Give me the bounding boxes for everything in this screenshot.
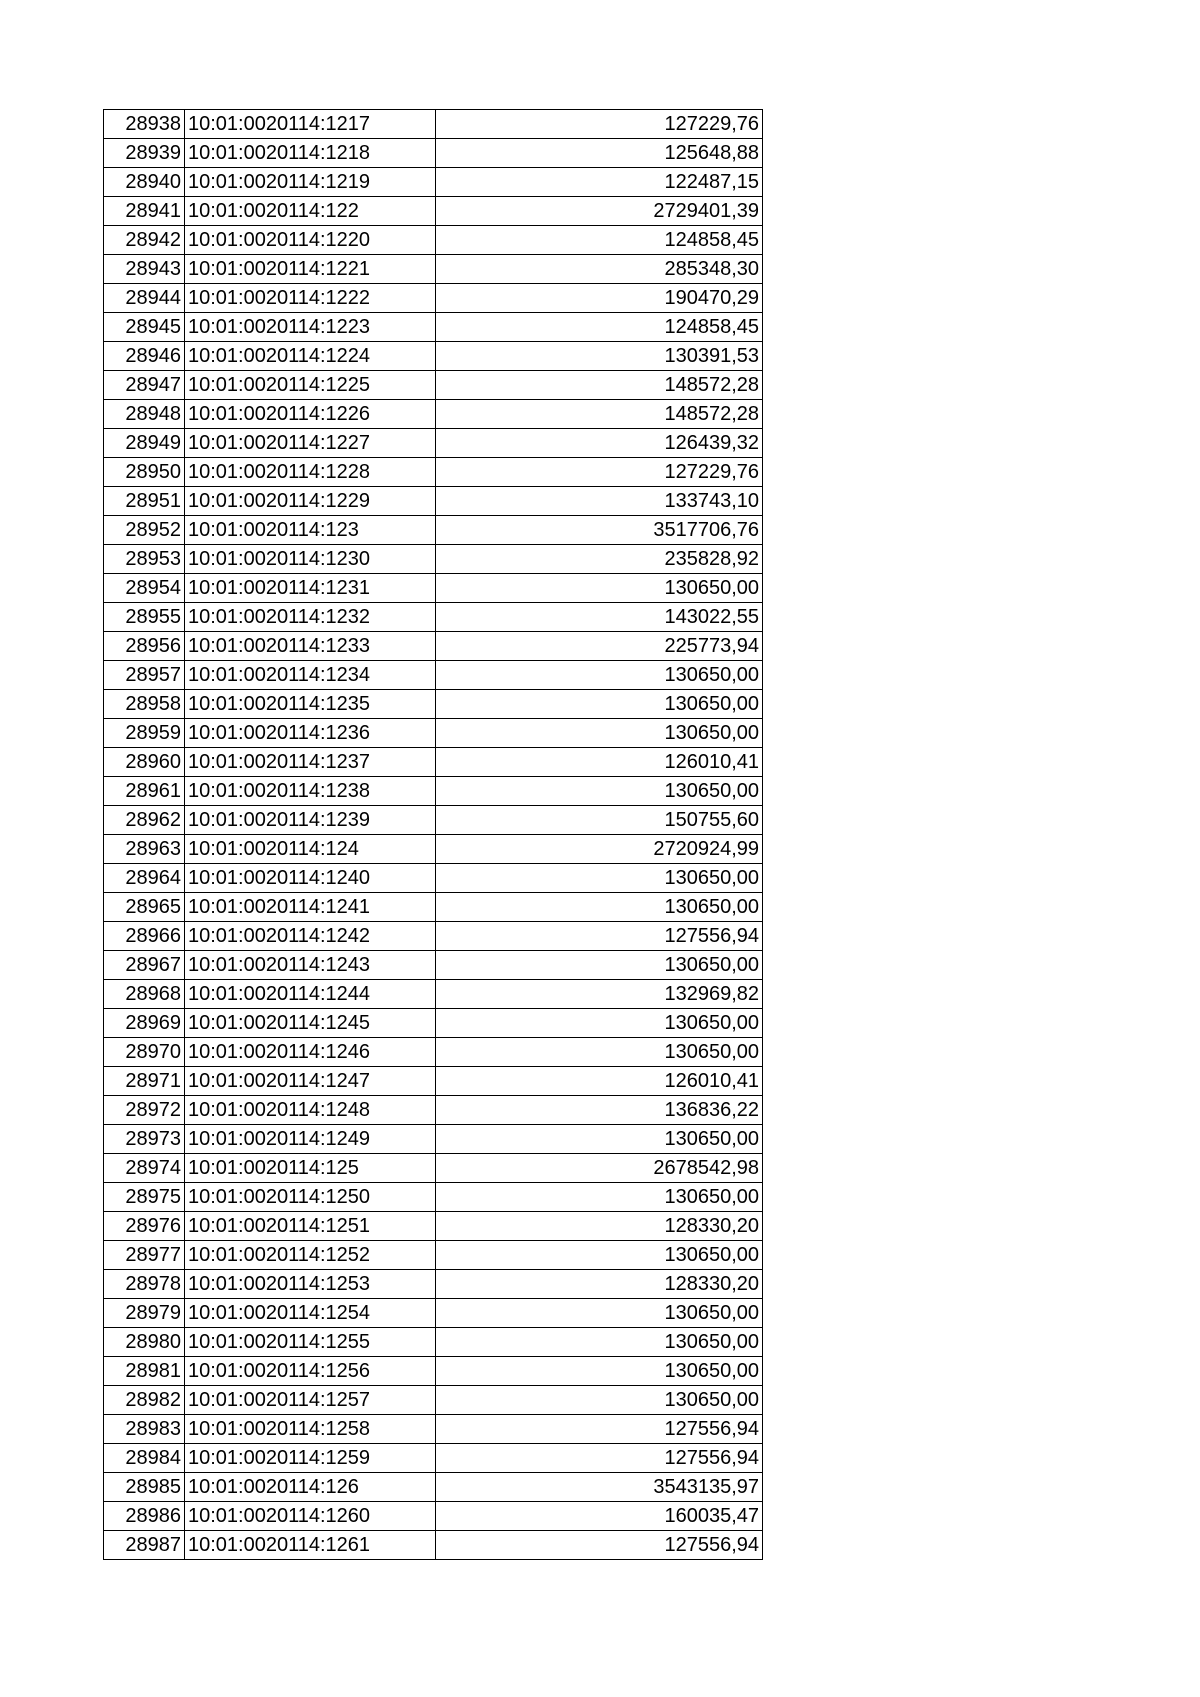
- cadastral-number-cell: 10:01:0020114:1244: [185, 980, 436, 1009]
- cadastral-value-cell: 127556,94: [436, 1444, 763, 1473]
- cadastral-value-cell: 225773,94: [436, 632, 763, 661]
- table-row: [104, 313, 763, 342]
- cadastral-value-cell: 130650,00: [436, 574, 763, 603]
- cadastral-value-cell: 130650,00: [436, 951, 763, 980]
- table-row: [104, 1096, 763, 1125]
- cadastral-value-cell: 130650,00: [436, 1386, 763, 1415]
- cadastral-value-cell: 130650,00: [436, 719, 763, 748]
- table-row: [104, 1473, 763, 1502]
- row-number-cell: 28962: [104, 806, 185, 835]
- cadastral-value-cell: 130650,00: [436, 893, 763, 922]
- cadastral-value-cell: 126010,41: [436, 1067, 763, 1096]
- cadastral-number-cell: 10:01:0020114:1255: [185, 1328, 436, 1357]
- cadastral-number-cell: 10:01:0020114:1226: [185, 400, 436, 429]
- table-row: [104, 1212, 763, 1241]
- table-row: [104, 342, 763, 371]
- cadastral-number-cell: 10:01:0020114:1218: [185, 139, 436, 168]
- table-row: [104, 371, 763, 400]
- cadastral-value-cell: 130650,00: [436, 1241, 763, 1270]
- row-number-cell: 28951: [104, 487, 185, 516]
- cadastral-value-cell: 148572,28: [436, 371, 763, 400]
- table-row: [104, 1444, 763, 1473]
- cadastral-value-cell: 130650,00: [436, 1125, 763, 1154]
- row-number-cell: 28983: [104, 1415, 185, 1444]
- cadastral-number-cell: 10:01:0020114:1243: [185, 951, 436, 980]
- cadastral-value-cell: 130650,00: [436, 1328, 763, 1357]
- row-number-cell: 28967: [104, 951, 185, 980]
- cadastral-number-cell: 10:01:0020114:1230: [185, 545, 436, 574]
- row-number-cell: 28944: [104, 284, 185, 313]
- cadastral-number-cell: 10:01:0020114:1217: [185, 110, 436, 139]
- cadastral-number-cell: 10:01:0020114:123: [185, 516, 436, 545]
- cadastral-value-cell: 190470,29: [436, 284, 763, 313]
- cadastral-value-cell: 126439,32: [436, 429, 763, 458]
- cadastral-number-cell: 10:01:0020114:1242: [185, 922, 436, 951]
- cadastral-value-cell: 127556,94: [436, 922, 763, 951]
- row-number-cell: 28942: [104, 226, 185, 255]
- cadastral-number-cell: 10:01:0020114:1225: [185, 371, 436, 400]
- row-number-cell: 28954: [104, 574, 185, 603]
- cadastral-number-cell: 10:01:0020114:1250: [185, 1183, 436, 1212]
- cadastral-number-cell: 10:01:0020114:1240: [185, 864, 436, 893]
- table-row: [104, 1009, 763, 1038]
- cadastral-number-cell: 10:01:0020114:1238: [185, 777, 436, 806]
- cadastral-value-cell: 3517706,76: [436, 516, 763, 545]
- table-row: [104, 719, 763, 748]
- cadastral-number-cell: 10:01:0020114:1236: [185, 719, 436, 748]
- cadastral-number-cell: 10:01:0020114:1235: [185, 690, 436, 719]
- row-number-cell: 28971: [104, 1067, 185, 1096]
- table-body: [104, 110, 763, 1560]
- cadastral-value-cell: 130650,00: [436, 690, 763, 719]
- row-number-cell: 28980: [104, 1328, 185, 1357]
- cadastral-number-cell: 10:01:0020114:1261: [185, 1531, 436, 1560]
- table-row: [104, 1154, 763, 1183]
- table-row: [104, 1531, 763, 1560]
- cadastral-number-cell: 10:01:0020114:1233: [185, 632, 436, 661]
- cadastral-number-cell: 10:01:0020114:1258: [185, 1415, 436, 1444]
- cadastral-value-cell: 130650,00: [436, 1299, 763, 1328]
- cadastral-number-cell: 10:01:0020114:1224: [185, 342, 436, 371]
- cadastral-number-cell: 10:01:0020114:1246: [185, 1038, 436, 1067]
- cadastral-number-cell: 10:01:0020114:1237: [185, 748, 436, 777]
- cadastral-value-cell: 127556,94: [436, 1415, 763, 1444]
- cadastral-value-cell: 132969,82: [436, 980, 763, 1009]
- cadastral-value-cell: 285348,30: [436, 255, 763, 284]
- row-number-cell: 28959: [104, 719, 185, 748]
- cadastral-number-cell: 10:01:0020114:1257: [185, 1386, 436, 1415]
- cadastral-number-cell: 10:01:0020114:1228: [185, 458, 436, 487]
- row-number-cell: 28939: [104, 139, 185, 168]
- row-number-cell: 28985: [104, 1473, 185, 1502]
- row-number-cell: 28977: [104, 1241, 185, 1270]
- row-number-cell: 28961: [104, 777, 185, 806]
- row-number-cell: 28965: [104, 893, 185, 922]
- row-number-cell: 28947: [104, 371, 185, 400]
- row-number-cell: 28963: [104, 835, 185, 864]
- table-row: [104, 1357, 763, 1386]
- table-row: [104, 226, 763, 255]
- table-row: [104, 603, 763, 632]
- table-row: [104, 777, 763, 806]
- row-number-cell: 28957: [104, 661, 185, 690]
- cadastral-value-cell: 130650,00: [436, 661, 763, 690]
- table-row: [104, 255, 763, 284]
- row-number-cell: 28969: [104, 1009, 185, 1038]
- cadastral-value-table: [103, 109, 763, 1560]
- cadastral-value-cell: 133743,10: [436, 487, 763, 516]
- cadastral-number-cell: 10:01:0020114:124: [185, 835, 436, 864]
- table-row: [104, 139, 763, 168]
- table-row: [104, 690, 763, 719]
- row-number-cell: 28979: [104, 1299, 185, 1328]
- cadastral-value-cell: 125648,88: [436, 139, 763, 168]
- row-number-cell: 28982: [104, 1386, 185, 1415]
- cadastral-number-cell: 10:01:0020114:1229: [185, 487, 436, 516]
- cadastral-value-cell: 148572,28: [436, 400, 763, 429]
- row-number-cell: 28964: [104, 864, 185, 893]
- cadastral-value-cell: 130650,00: [436, 1183, 763, 1212]
- row-number-cell: 28975: [104, 1183, 185, 1212]
- cadastral-number-cell: 10:01:0020114:1223: [185, 313, 436, 342]
- cadastral-number-cell: 10:01:0020114:1247: [185, 1067, 436, 1096]
- table-row: [104, 893, 763, 922]
- row-number-cell: 28958: [104, 690, 185, 719]
- row-number-cell: 28970: [104, 1038, 185, 1067]
- row-number-cell: 28981: [104, 1357, 185, 1386]
- cadastral-number-cell: 10:01:0020114:1252: [185, 1241, 436, 1270]
- table-row: [104, 1241, 763, 1270]
- row-number-cell: 28966: [104, 922, 185, 951]
- cadastral-number-cell: 10:01:0020114:1234: [185, 661, 436, 690]
- row-number-cell: 28950: [104, 458, 185, 487]
- cadastral-number-cell: 10:01:0020114:1256: [185, 1357, 436, 1386]
- row-number-cell: 28986: [104, 1502, 185, 1531]
- table-row: [104, 980, 763, 1009]
- cadastral-number-cell: 10:01:0020114:1253: [185, 1270, 436, 1299]
- cadastral-number-cell: 10:01:0020114:122: [185, 197, 436, 226]
- cadastral-value-cell: 160035,47: [436, 1502, 763, 1531]
- cadastral-value-cell: 2678542,98: [436, 1154, 763, 1183]
- row-number-cell: 28949: [104, 429, 185, 458]
- row-number-cell: 28948: [104, 400, 185, 429]
- cadastral-number-cell: 10:01:0020114:1219: [185, 168, 436, 197]
- row-number-cell: 28955: [104, 603, 185, 632]
- table-row: [104, 429, 763, 458]
- row-number-cell: 28956: [104, 632, 185, 661]
- cadastral-value-cell: 127556,94: [436, 1531, 763, 1560]
- table-row: [104, 1328, 763, 1357]
- cadastral-number-cell: 10:01:0020114:126: [185, 1473, 436, 1502]
- cadastral-number-cell: 10:01:0020114:1251: [185, 1212, 436, 1241]
- row-number-cell: 28978: [104, 1270, 185, 1299]
- row-number-cell: 28953: [104, 545, 185, 574]
- row-number-cell: 28968: [104, 980, 185, 1009]
- table-row: [104, 487, 763, 516]
- row-number-cell: 28946: [104, 342, 185, 371]
- table-row: [104, 197, 763, 226]
- table-row: [104, 168, 763, 197]
- table-row: [104, 400, 763, 429]
- cadastral-value-cell: 124858,45: [436, 226, 763, 255]
- table-row: [104, 545, 763, 574]
- cadastral-value-cell: 235828,92: [436, 545, 763, 574]
- cadastral-value-cell: 128330,20: [436, 1212, 763, 1241]
- cadastral-number-cell: 10:01:0020114:1254: [185, 1299, 436, 1328]
- table-row: [104, 1415, 763, 1444]
- cadastral-value-cell: 130650,00: [436, 777, 763, 806]
- table-row: [104, 284, 763, 313]
- cadastral-value-cell: 136836,22: [436, 1096, 763, 1125]
- table-row: [104, 1270, 763, 1299]
- table-row: [104, 1125, 763, 1154]
- table-row: [104, 1038, 763, 1067]
- cadastral-value-cell: 150755,60: [436, 806, 763, 835]
- row-number-cell: 28960: [104, 748, 185, 777]
- table-row: [104, 661, 763, 690]
- cadastral-value-cell: 2729401,39: [436, 197, 763, 226]
- row-number-cell: 28941: [104, 197, 185, 226]
- table-row: [104, 864, 763, 893]
- cadastral-number-cell: 10:01:0020114:1232: [185, 603, 436, 632]
- table-row: [104, 835, 763, 864]
- cadastral-value-cell: 124858,45: [436, 313, 763, 342]
- row-number-cell: 28940: [104, 168, 185, 197]
- table-row: [104, 1183, 763, 1212]
- row-number-cell: 28974: [104, 1154, 185, 1183]
- cadastral-number-cell: 10:01:0020114:1231: [185, 574, 436, 603]
- row-number-cell: 28987: [104, 1531, 185, 1560]
- row-number-cell: 28976: [104, 1212, 185, 1241]
- table-row: [104, 1067, 763, 1096]
- cadastral-value-cell: 130650,00: [436, 864, 763, 893]
- row-number-cell: 28945: [104, 313, 185, 342]
- cadastral-value-cell: 127229,76: [436, 110, 763, 139]
- cadastral-value-cell: 143022,55: [436, 603, 763, 632]
- row-number-cell: 28973: [104, 1125, 185, 1154]
- cadastral-number-cell: 10:01:0020114:1245: [185, 1009, 436, 1038]
- table-row: [104, 458, 763, 487]
- cadastral-value-cell: 128330,20: [436, 1270, 763, 1299]
- table-row: [104, 1502, 763, 1531]
- cadastral-number-cell: 10:01:0020114:1259: [185, 1444, 436, 1473]
- cadastral-value-cell: 2720924,99: [436, 835, 763, 864]
- cadastral-number-cell: 10:01:0020114:1221: [185, 255, 436, 284]
- cadastral-number-cell: 10:01:0020114:1248: [185, 1096, 436, 1125]
- cadastral-number-cell: 10:01:0020114:1220: [185, 226, 436, 255]
- cadastral-number-cell: 10:01:0020114:1241: [185, 893, 436, 922]
- cadastral-number-cell: 10:01:0020114:1260: [185, 1502, 436, 1531]
- row-number-cell: 28984: [104, 1444, 185, 1473]
- cadastral-number-cell: 10:01:0020114:1222: [185, 284, 436, 313]
- cadastral-value-cell: 3543135,97: [436, 1473, 763, 1502]
- table-row: [104, 1299, 763, 1328]
- table-row: [104, 516, 763, 545]
- table-row: [104, 632, 763, 661]
- table-row: [104, 574, 763, 603]
- cadastral-value-cell: 130650,00: [436, 1357, 763, 1386]
- cadastral-value-cell: 126010,41: [436, 748, 763, 777]
- table-row: [104, 806, 763, 835]
- row-number-cell: 28952: [104, 516, 185, 545]
- table-row: [104, 922, 763, 951]
- cadastral-number-cell: 10:01:0020114:1227: [185, 429, 436, 458]
- cadastral-value-cell: 122487,15: [436, 168, 763, 197]
- row-number-cell: 28972: [104, 1096, 185, 1125]
- table-row: [104, 110, 763, 139]
- row-number-cell: 28943: [104, 255, 185, 284]
- table-row: [104, 951, 763, 980]
- table-row: [104, 748, 763, 777]
- cadastral-value-cell: 127229,76: [436, 458, 763, 487]
- cadastral-number-cell: 10:01:0020114:1249: [185, 1125, 436, 1154]
- cadastral-value-cell: 130391,53: [436, 342, 763, 371]
- cadastral-number-cell: 10:01:0020114:1239: [185, 806, 436, 835]
- cadastral-value-cell: 130650,00: [436, 1038, 763, 1067]
- table-row: [104, 1386, 763, 1415]
- cadastral-value-cell: 130650,00: [436, 1009, 763, 1038]
- row-number-cell: 28938: [104, 110, 185, 139]
- cadastral-number-cell: 10:01:0020114:125: [185, 1154, 436, 1183]
